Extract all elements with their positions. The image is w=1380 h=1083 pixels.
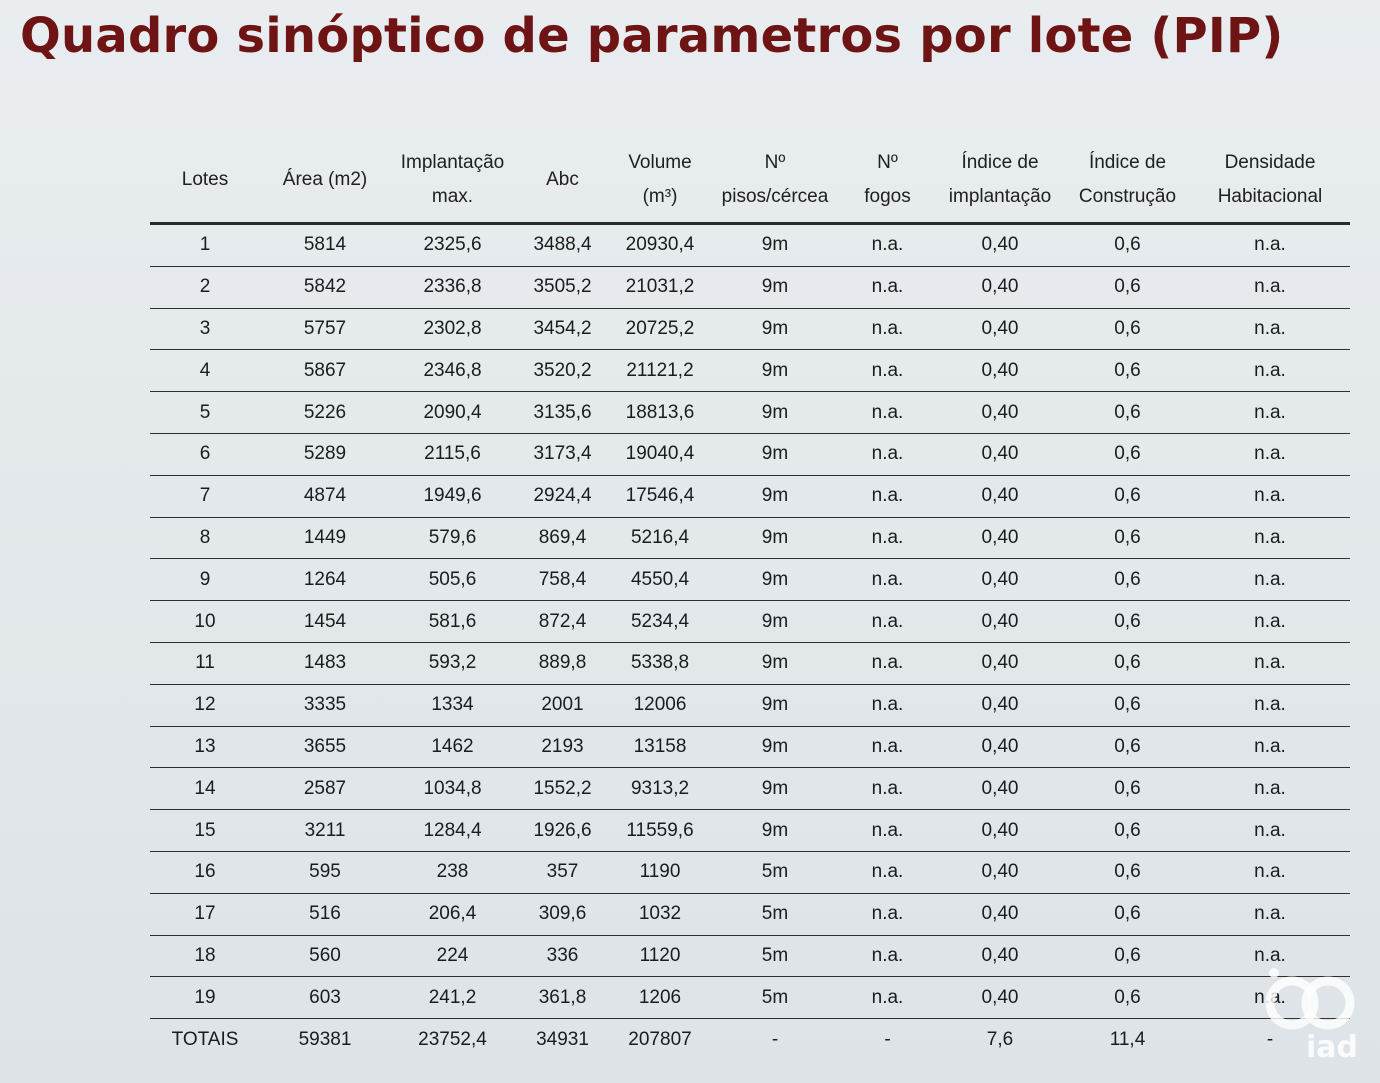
total-area: 59381: [298, 1028, 352, 1050]
cell-densidade-habitacional: n.a.: [1190, 266, 1350, 308]
total-volume: 207807: [628, 1028, 692, 1050]
cell-indice-construcao: 0,6: [1065, 350, 1190, 392]
cell-area: 3655: [260, 726, 390, 768]
header-indice-implantacao: [935, 138, 1065, 224]
cell-abc: 889,8: [515, 642, 610, 684]
cell-area: 5814: [260, 224, 390, 267]
cell-area: 3335: [260, 684, 390, 726]
cell-lotes: 8: [150, 517, 260, 559]
cell-implantacao-max: 505,6: [390, 559, 515, 601]
cell-indice-implantacao: 0,40: [935, 475, 1065, 517]
header-line: Habitacional: [1217, 186, 1323, 207]
cell-abc: 1552,2: [515, 768, 610, 810]
cell-indice-construcao: 0,6: [1065, 935, 1190, 977]
cell-implantacao-max: 2346,8: [390, 350, 515, 392]
cell-abc: 361,8: [515, 977, 610, 1019]
header-line: Nº: [764, 152, 786, 173]
header-line: Abc: [546, 169, 579, 190]
header-line: Densidade: [1224, 152, 1316, 173]
cell-volume: 1032: [610, 893, 710, 935]
table-row: [150, 559, 1350, 601]
cell-indice-implantacao: 0,40: [935, 684, 1065, 726]
header-line: Área (m2): [282, 169, 368, 190]
cell-densidade-habitacional: n.a.: [1190, 559, 1350, 601]
cell-pisos-cercea: 5m: [710, 893, 840, 935]
cell-area: 1264: [260, 559, 390, 601]
header-line: Índice de: [961, 152, 1039, 173]
cell-abc: 3488,4: [515, 224, 610, 267]
cell-lotes: 6: [150, 433, 260, 475]
cell-implantacao-max: 1949,6: [390, 475, 515, 517]
cell-indice-implantacao: 0,40: [935, 266, 1065, 308]
cell-implantacao-max: 1284,4: [390, 810, 515, 852]
cell-pisos-cercea: 9m: [710, 642, 840, 684]
cell-lotes: 15: [150, 810, 260, 852]
cell-indice-implantacao: 0,40: [935, 977, 1065, 1019]
cell-area: 3211: [260, 810, 390, 852]
cell-volume: 20930,4: [610, 224, 710, 267]
cell-abc: 3454,2: [515, 308, 610, 350]
header-fogos: [840, 138, 935, 224]
cell-volume: 18813,6: [610, 392, 710, 434]
cell-lotes: 3: [150, 308, 260, 350]
header-row: [150, 138, 1350, 224]
total-indice-construcao: 11,4: [1109, 1028, 1146, 1050]
cell-pisos-cercea: 9m: [710, 559, 840, 601]
cell-implantacao-max: 2325,6: [390, 224, 515, 267]
cell-fogos: n.a.: [840, 517, 935, 559]
cell-pisos-cercea: 9m: [710, 768, 840, 810]
cell-fogos: n.a.: [840, 308, 935, 350]
cell-indice-implantacao: 0,40: [935, 224, 1065, 267]
table-row: [150, 684, 1350, 726]
cell-fogos: n.a.: [840, 475, 935, 517]
cell-indice-implantacao: 0,40: [935, 768, 1065, 810]
cell-volume: 1190: [610, 851, 710, 893]
table-row: [150, 517, 1350, 559]
cell-abc: 3505,2: [515, 266, 610, 308]
table-row: [150, 810, 1350, 852]
cell-area: 560: [260, 935, 390, 977]
table-row: [150, 935, 1350, 977]
cell-pisos-cercea: 9m: [710, 684, 840, 726]
cell-indice-construcao: 0,6: [1065, 851, 1190, 893]
table-row: [150, 851, 1350, 893]
cell-densidade-habitacional: n.a.: [1190, 726, 1350, 768]
header-line: fogos: [864, 186, 911, 207]
cell-lotes: 17: [150, 893, 260, 935]
header-line: Volume: [628, 152, 692, 173]
cell-indice-construcao: 0,6: [1065, 475, 1190, 517]
cell-volume: 21031,2: [610, 266, 710, 308]
table-body: [150, 224, 1350, 1060]
cell-implantacao-max: 238: [390, 851, 515, 893]
header-pisos-cercea: [710, 138, 840, 224]
cell-pisos-cercea: 9m: [710, 810, 840, 852]
header-line: implantação: [948, 186, 1052, 207]
table-row: [150, 642, 1350, 684]
cell-fogos: n.a.: [840, 726, 935, 768]
cell-densidade-habitacional: n.a.: [1190, 893, 1350, 935]
cell-indice-implantacao: 0,40: [935, 308, 1065, 350]
cell-lotes: 13: [150, 726, 260, 768]
table-row: [150, 726, 1350, 768]
cell-volume: 9313,2: [610, 768, 710, 810]
cell-indice-implantacao: 0,40: [935, 851, 1065, 893]
header-abc: [515, 138, 610, 224]
cell-area: 1483: [260, 642, 390, 684]
cell-abc: 3135,6: [515, 392, 610, 434]
cell-fogos: n.a.: [840, 684, 935, 726]
cell-implantacao-max: 206,4: [390, 893, 515, 935]
header-line: Nº: [877, 152, 898, 173]
cell-pisos-cercea: 9m: [710, 433, 840, 475]
cell-indice-construcao: 0,6: [1065, 642, 1190, 684]
cell-indice-implantacao: 0,40: [935, 893, 1065, 935]
cell-lotes: 9: [150, 559, 260, 601]
cell-indice-construcao: 0,6: [1065, 433, 1190, 475]
cell-area: 603: [260, 977, 390, 1019]
table-header: [150, 138, 1350, 224]
header-densidade-habitacional: [1190, 138, 1350, 224]
cell-densidade-habitacional: n.a.: [1190, 433, 1350, 475]
cell-area: 1449: [260, 517, 390, 559]
cell-implantacao-max: 241,2: [390, 977, 515, 1019]
cell-fogos: n.a.: [840, 851, 935, 893]
cell-implantacao-max: 1034,8: [390, 768, 515, 810]
header-implantacao-max: [390, 138, 515, 224]
cell-area: 5757: [260, 308, 390, 350]
cell-volume: 20725,2: [610, 308, 710, 350]
cell-volume: 11559,6: [610, 810, 710, 852]
cell-indice-construcao: 0,6: [1065, 977, 1190, 1019]
totals-row: [150, 1019, 1350, 1060]
cell-lotes: 1: [150, 224, 260, 267]
cell-lotes: 12: [150, 684, 260, 726]
cell-indice-implantacao: 0,40: [935, 726, 1065, 768]
header-area: [260, 138, 390, 224]
header-line: (m³): [642, 186, 678, 207]
cell-lotes: 16: [150, 851, 260, 893]
cell-densidade-habitacional: n.a.: [1190, 935, 1350, 977]
cell-abc: 3173,4: [515, 433, 610, 475]
cell-fogos: n.a.: [840, 810, 935, 852]
header-line: Lotes: [181, 169, 229, 190]
cell-implantacao-max: 2336,8: [390, 266, 515, 308]
cell-densidade-habitacional: n.a.: [1190, 768, 1350, 810]
table-row: [150, 308, 1350, 350]
cell-volume: 13158: [610, 726, 710, 768]
cell-indice-construcao: 0,6: [1065, 559, 1190, 601]
cell-abc: 869,4: [515, 517, 610, 559]
cell-indice-construcao: 0,6: [1065, 392, 1190, 434]
cell-lotes: 11: [150, 642, 260, 684]
header-indice-construcao: [1065, 138, 1190, 224]
table-row: [150, 266, 1350, 308]
cell-area: 5226: [260, 392, 390, 434]
cell-lotes: 5: [150, 392, 260, 434]
cell-pisos-cercea: 9m: [710, 726, 840, 768]
cell-volume: 1120: [610, 935, 710, 977]
cell-implantacao-max: 593,2: [390, 642, 515, 684]
table-row: [150, 977, 1350, 1019]
cell-indice-construcao: 0,6: [1065, 601, 1190, 643]
cell-densidade-habitacional: n.a.: [1190, 684, 1350, 726]
cell-fogos: n.a.: [840, 601, 935, 643]
cell-densidade-habitacional: n.a.: [1190, 851, 1350, 893]
cell-volume: 5234,4: [610, 601, 710, 643]
cell-lotes: 19: [150, 977, 260, 1019]
cell-abc: 2001: [515, 684, 610, 726]
cell-indice-implantacao: 0,40: [935, 433, 1065, 475]
cell-lotes: 7: [150, 475, 260, 517]
parameters-table-wrapper: [150, 138, 1350, 1060]
cell-abc: 3520,2: [515, 350, 610, 392]
cell-implantacao-max: 224: [390, 935, 515, 977]
table-row: [150, 350, 1350, 392]
cell-indice-construcao: 0,6: [1065, 893, 1190, 935]
table-row: [150, 224, 1350, 267]
cell-abc: 309,6: [515, 893, 610, 935]
cell-pisos-cercea: 9m: [710, 517, 840, 559]
cell-implantacao-max: 2090,4: [390, 392, 515, 434]
cell-indice-construcao: 0,6: [1065, 684, 1190, 726]
header-line: Índice de: [1088, 152, 1167, 173]
cell-indice-implantacao: 0,40: [935, 517, 1065, 559]
cell-pisos-cercea: 9m: [710, 475, 840, 517]
cell-fogos: n.a.: [840, 559, 935, 601]
table-row: [150, 601, 1350, 643]
cell-pisos-cercea: 9m: [710, 392, 840, 434]
total-implantacao-max: 23752,4: [418, 1028, 487, 1050]
cell-indice-construcao: 0,6: [1065, 266, 1190, 308]
cell-indice-construcao: 0,6: [1065, 810, 1190, 852]
table-row: [150, 893, 1350, 935]
cell-pisos-cercea: 9m: [710, 266, 840, 308]
cell-area: 516: [260, 893, 390, 935]
cell-pisos-cercea: 9m: [710, 350, 840, 392]
header-line: Construção: [1078, 186, 1177, 207]
cell-implantacao-max: 1462: [390, 726, 515, 768]
cell-pisos-cercea: 5m: [710, 851, 840, 893]
cell-densidade-habitacional: n.a.: [1190, 392, 1350, 434]
cell-area: 4874: [260, 475, 390, 517]
table-row: [150, 392, 1350, 434]
cell-indice-implantacao: 0,40: [935, 642, 1065, 684]
cell-abc: 1926,6: [515, 810, 610, 852]
cell-indice-construcao: 0,6: [1065, 308, 1190, 350]
cell-fogos: n.a.: [840, 977, 935, 1019]
cell-pisos-cercea: 9m: [710, 308, 840, 350]
cell-indice-construcao: 0,6: [1065, 768, 1190, 810]
cell-volume: 12006: [610, 684, 710, 726]
cell-densidade-habitacional: n.a.: [1190, 350, 1350, 392]
cell-indice-implantacao: 0,40: [935, 350, 1065, 392]
cell-densidade-habitacional: n.a.: [1190, 810, 1350, 852]
cell-pisos-cercea: 5m: [710, 935, 840, 977]
cell-fogos: n.a.: [840, 350, 935, 392]
header-volume: [610, 138, 710, 224]
cell-fogos: n.a.: [840, 224, 935, 267]
cell-area: 1454: [260, 601, 390, 643]
cell-indice-construcao: 0,6: [1065, 726, 1190, 768]
cell-lotes: 2: [150, 266, 260, 308]
total-pisos-cercea: -: [771, 1028, 779, 1050]
cell-volume: 5216,4: [610, 517, 710, 559]
cell-volume: 4550,4: [610, 559, 710, 601]
cell-fogos: n.a.: [840, 392, 935, 434]
cell-abc: 758,4: [515, 559, 610, 601]
cell-volume: 1206: [610, 977, 710, 1019]
cell-lotes: 10: [150, 601, 260, 643]
header-line: max.: [431, 186, 474, 207]
cell-densidade-habitacional: n.a.: [1190, 475, 1350, 517]
cell-indice-implantacao: 0,40: [935, 935, 1065, 977]
cell-densidade-habitacional: n.a.: [1190, 308, 1350, 350]
cell-implantacao-max: 2302,8: [390, 308, 515, 350]
iad-logo-text: iad: [1305, 1030, 1358, 1065]
cell-fogos: n.a.: [840, 768, 935, 810]
cell-fogos: n.a.: [840, 935, 935, 977]
cell-abc: 357: [515, 851, 610, 893]
header-line: pisos/cércea: [721, 186, 829, 207]
cell-densidade-habitacional: n.a.: [1190, 642, 1350, 684]
cell-area: 595: [260, 851, 390, 893]
cell-lotes: 4: [150, 350, 260, 392]
cell-abc: 2193: [515, 726, 610, 768]
cell-lotes: 14: [150, 768, 260, 810]
cell-implantacao-max: 579,6: [390, 517, 515, 559]
total-indice-implantacao: 7,6: [986, 1028, 1014, 1050]
total-densidade-habitacional: -: [1266, 1028, 1274, 1050]
cell-indice-implantacao: 0,40: [935, 392, 1065, 434]
cell-fogos: n.a.: [840, 893, 935, 935]
cell-implantacao-max: 2115,6: [390, 433, 515, 475]
page-title: Quadro sinóptico de parametros por lote (PIP): [20, 8, 1284, 64]
cell-pisos-cercea: 5m: [710, 977, 840, 1019]
cell-area: 5842: [260, 266, 390, 308]
cell-indice-implantacao: 0,40: [935, 559, 1065, 601]
cell-abc: 872,4: [515, 601, 610, 643]
cell-implantacao-max: 1334: [390, 684, 515, 726]
header-line: Implantação: [400, 152, 505, 173]
cell-indice-implantacao: 0,40: [935, 810, 1065, 852]
cell-volume: 21121,2: [610, 350, 710, 392]
cell-densidade-habitacional: n.a.: [1190, 517, 1350, 559]
header-lotes: [150, 138, 260, 224]
cell-fogos: n.a.: [840, 433, 935, 475]
cell-densidade-habitacional: n.a.: [1190, 601, 1350, 643]
cell-fogos: n.a.: [840, 642, 935, 684]
cell-volume: 17546,4: [610, 475, 710, 517]
cell-lotes: 18: [150, 935, 260, 977]
cell-area: 5289: [260, 433, 390, 475]
cell-pisos-cercea: 9m: [710, 601, 840, 643]
cell-area: 5867: [260, 350, 390, 392]
total-fogos: -: [884, 1028, 891, 1050]
cell-indice-implantacao: 0,40: [935, 601, 1065, 643]
cell-densidade-habitacional: n.a.: [1190, 224, 1350, 267]
cell-area: 2587: [260, 768, 390, 810]
cell-volume: 5338,8: [610, 642, 710, 684]
cell-fogos: n.a.: [840, 266, 935, 308]
table-row: [150, 768, 1350, 810]
total-abc: 34931: [536, 1028, 589, 1050]
cell-densidade-habitacional: n.a.: [1190, 977, 1350, 1019]
cell-pisos-cercea: 9m: [710, 224, 840, 267]
table-row: [150, 433, 1350, 475]
cell-indice-construcao: 0,6: [1065, 224, 1190, 267]
parameters-table: [150, 138, 1350, 1060]
total-lotes: TOTAIS: [171, 1028, 239, 1050]
cell-abc: 336: [515, 935, 610, 977]
cell-volume: 19040,4: [610, 433, 710, 475]
cell-implantacao-max: 581,6: [390, 601, 515, 643]
cell-abc: 2924,4: [515, 475, 610, 517]
cell-indice-construcao: 0,6: [1065, 517, 1190, 559]
table-row: [150, 475, 1350, 517]
